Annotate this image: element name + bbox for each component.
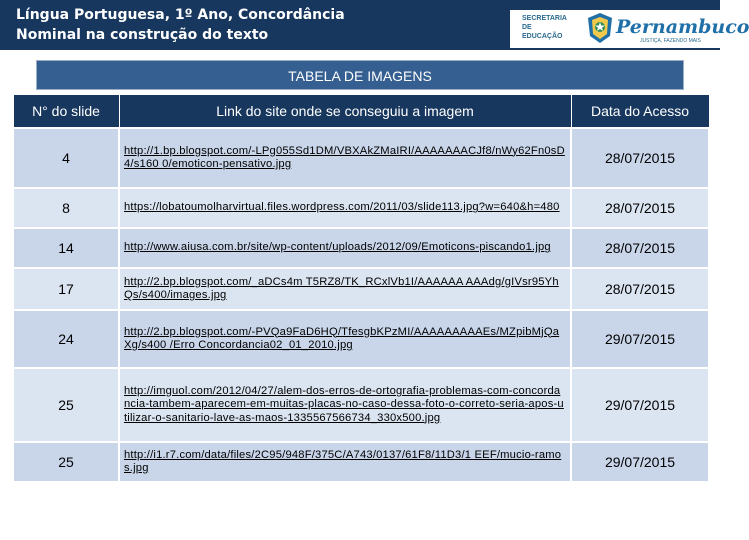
access-date: 28/07/2015: [571, 188, 709, 228]
brand-name: Pernambuco: [616, 16, 749, 38]
header-slide: N° do slide: [13, 95, 119, 129]
slide-number: 17: [13, 268, 119, 310]
table-row: [13, 188, 709, 228]
image-link[interactable]: http://imguol.com/2012/04/27/alem-dos-erros-de-ortografia-problemas-com-concordancia-tambem-aparecem-em-muitas-placas-no-caso-dessa-foto-o-correto-seria-apos-utilizar-o-sanitario-lave-as-maos-1335567566734_330x500.jpg: [119, 368, 571, 442]
table-row: [13, 442, 709, 482]
image-link[interactable]: https://lobatoumolharvirtual.files.wordpress.com/2011/03/slide113.jpg?w=640&h=480: [119, 188, 571, 228]
access-date: 29/07/2015: [571, 442, 709, 482]
title-line-2: Nominal na construção do texto: [16, 27, 269, 43]
image-link[interactable]: http://www.aiusa.com.br/site/wp-content/uploads/2012/09/Emoticons-piscando1.jpg: [119, 228, 571, 268]
table-row: [13, 268, 709, 310]
image-link[interactable]: http://2.bp.blogspot.com/_aDCs4m T5RZ8/TK_RCxlVb1I/AAAAAA AAAdg/gIVsr95YhQs/s400/images.jpg: [119, 268, 571, 310]
secretaria-line-2: DE EDUCAÇÃO: [522, 24, 563, 40]
access-date: 29/07/2015: [571, 310, 709, 368]
access-date: 28/07/2015: [571, 128, 709, 188]
table-header-row: [13, 95, 709, 129]
brand-tagline: JUSTIÇA, FAZENDO MAIS: [640, 38, 701, 44]
title-line-1: Língua Portuguesa, 1º Ano, Concordância: [16, 7, 345, 23]
table-row: [13, 310, 709, 368]
slide-number: 25: [13, 368, 119, 442]
government-logo: [510, 10, 749, 48]
slide-number: 14: [13, 228, 119, 268]
slide-number: 24: [13, 310, 119, 368]
slide-number: 8: [13, 188, 119, 228]
presentation-title: [16, 5, 345, 45]
state-seal-icon: [586, 12, 614, 44]
secretaria-label: [522, 14, 572, 41]
access-date: 28/07/2015: [571, 228, 709, 268]
table-caption: TABELA DE IMAGENS: [36, 60, 684, 90]
table-row: [13, 368, 709, 442]
image-link[interactable]: http://2.bp.blogspot.com/-PVQa9FaD6HQ/TfesgbKPzMI/AAAAAAAAAEs/MZpibMjQaXg/s400 /Erro Concordancia02_01_2010.jpg: [119, 310, 571, 368]
image-link[interactable]: http://1.bp.blogspot.com/-LPg055Sd1DM/VBXAkZMaIRI/AAAAAAACJf8/nWy62Fn0sD4/s160 0/emoticon-pensativo.jpg: [119, 128, 571, 188]
table-row: [13, 228, 709, 268]
header-bar: [0, 0, 749, 50]
image-link[interactable]: http://i1.r7.com/data/files/2C95/948F/375C/A743/0137/61F8/11D3/1 EEF/mucio-ramos.jpg: [119, 442, 571, 482]
header-link: Link do site onde se conseguiu a imagem: [119, 95, 571, 129]
access-date: 29/07/2015: [571, 368, 709, 442]
secretaria-line-1: SECRETARIA: [522, 15, 567, 22]
header-date: Data do Acesso: [571, 95, 709, 129]
images-table: [12, 94, 710, 483]
slide-number: 25: [13, 442, 119, 482]
table-row: [13, 128, 709, 188]
access-date: 28/07/2015: [571, 268, 709, 310]
slide-number: 4: [13, 128, 119, 188]
